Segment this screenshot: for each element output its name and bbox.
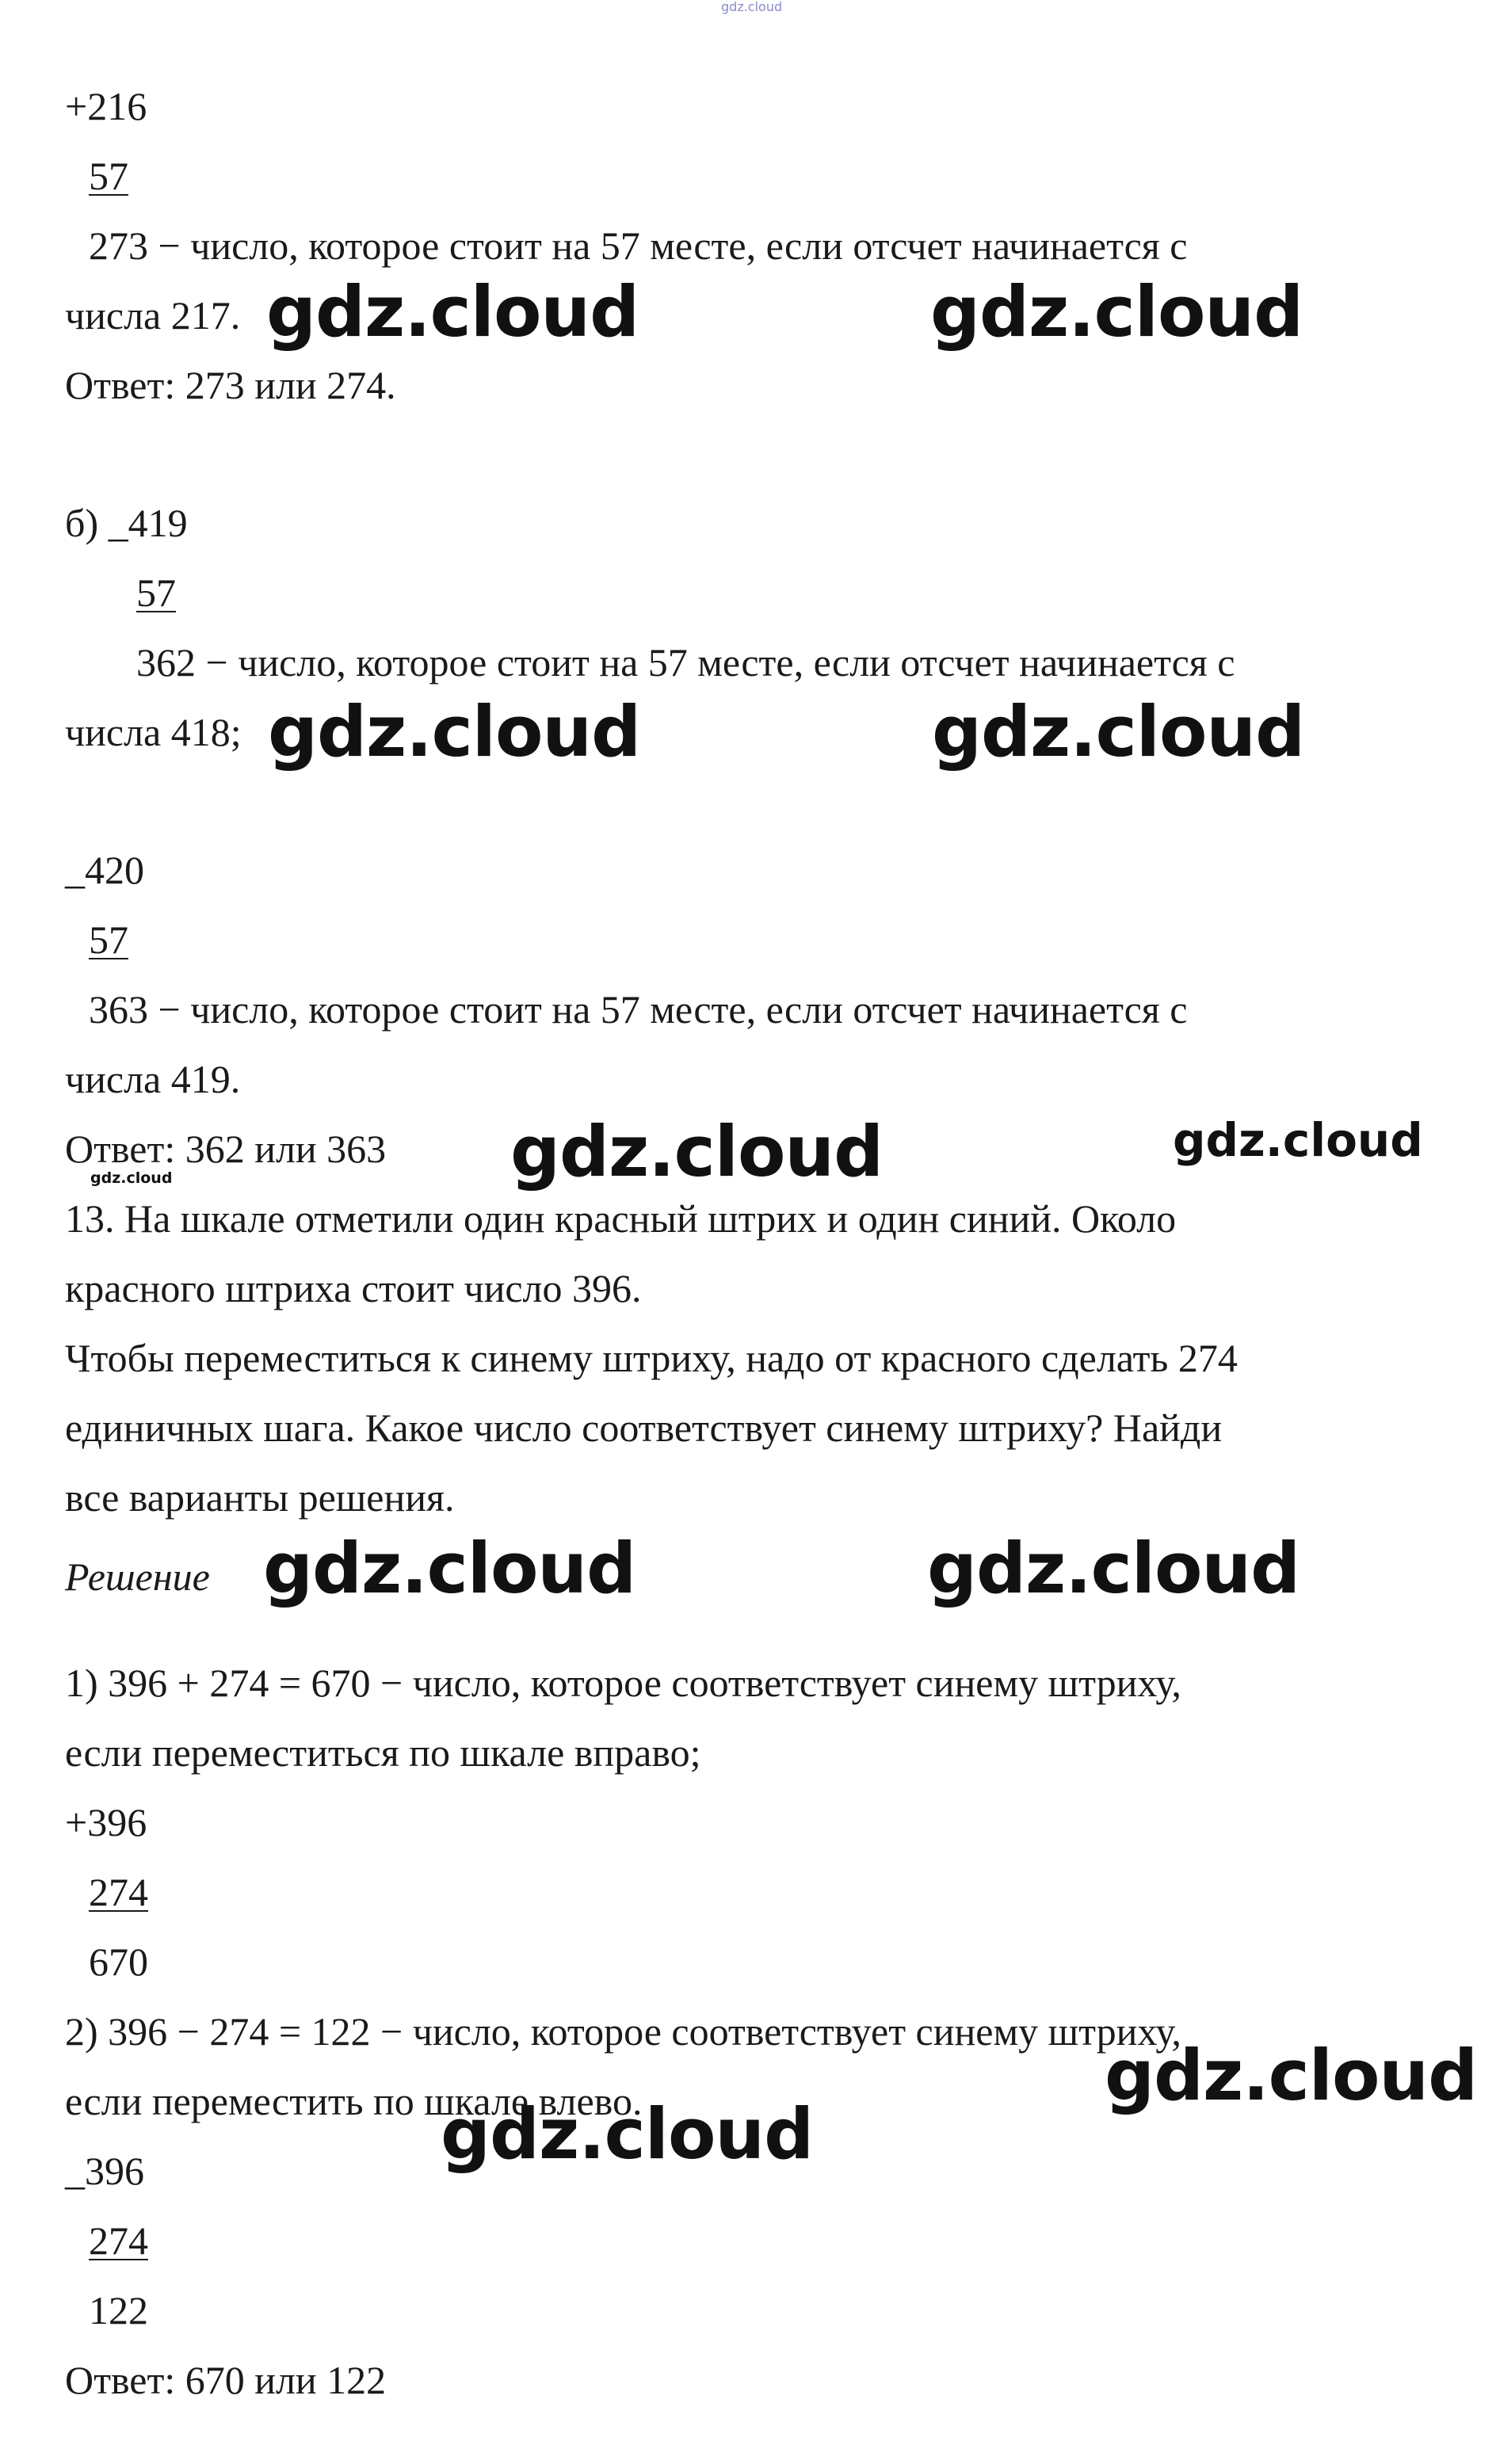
- sub-122: 122: [89, 2288, 148, 2332]
- answer-13: Ответ: 670 или 122: [65, 2358, 387, 2402]
- solution-label: Решение: [65, 1554, 210, 1599]
- sub-57-b: 57: [136, 570, 176, 615]
- task13-line2: красного штриха стоит число 396.: [65, 1266, 642, 1310]
- watermark-top: gdz.cloud: [721, 0, 783, 14]
- line-418: числа 418;: [65, 710, 242, 754]
- watermark-6: gdz.cloud: [1173, 1113, 1423, 1167]
- minus-420: _420: [65, 848, 144, 892]
- task13-line4: единичных шага. Какое число соответствует синему штриху? Найди: [65, 1406, 1223, 1450]
- line-363: 363 − число, которое стоит на 57 месте, если отсчет начинается с: [89, 987, 1188, 1032]
- sub-57-c: 57: [89, 917, 128, 962]
- watermark-4: gdz.cloud: [932, 691, 1305, 772]
- plus-216: +216: [65, 84, 147, 128]
- sub-274: 274: [89, 2218, 148, 2263]
- answer-a: Ответ: 273 или 274.: [65, 363, 396, 407]
- add-274: 274: [89, 1870, 148, 1914]
- task13-line5: все варианты решения.: [65, 1475, 455, 1520]
- step2-line2: если переместить по шкале влево.: [65, 2079, 643, 2123]
- watermark-8: gdz.cloud: [927, 1528, 1300, 1609]
- watermark-9: gdz.cloud: [1105, 2035, 1478, 2116]
- add-670: 670: [89, 1940, 148, 1984]
- step1-line1: 1) 396 + 274 = 670 − число, которое соответствует синему штриху,: [65, 1661, 1181, 1705]
- line-273: 273 − число, которое стоит на 57 месте, если отсчет начинается с: [89, 223, 1188, 268]
- sub-396: _396: [65, 2149, 144, 2193]
- task13-line1: 13. На шкале отметили один красный штрих и один синий. Около: [65, 1196, 1177, 1241]
- watermark-5: gdz.cloud: [510, 1111, 884, 1192]
- watermark-2: gdz.cloud: [930, 271, 1303, 353]
- line-419: числа 419.: [65, 1057, 241, 1101]
- watermark-7: gdz.cloud: [263, 1528, 636, 1609]
- watermark-10: gdz.cloud: [441, 2093, 814, 2175]
- sub-57-a: 57: [89, 154, 128, 198]
- step2-line1: 2) 396 − 274 = 122 − число, которое соответствует синему штриху,: [65, 2009, 1181, 2054]
- answer-b: Ответ: 362 или 363: [65, 1127, 387, 1171]
- line-362: 362 − число, которое стоит на 57 месте, если отсчет начинается с: [136, 640, 1235, 685]
- watermark-small: gdz.cloud: [90, 1169, 173, 1187]
- line-217: числа 217.: [65, 293, 241, 338]
- task13-line3: Чтобы переместиться к синему штриху, надо от красного сделать 274: [65, 1336, 1238, 1380]
- watermark-3: gdz.cloud: [268, 691, 641, 772]
- step1-line2: если переместиться по шкале вправо;: [65, 1730, 701, 1775]
- watermark-1: gdz.cloud: [266, 271, 639, 353]
- add-396: +396: [65, 1800, 147, 1844]
- part-b-label: б) _419: [65, 501, 188, 545]
